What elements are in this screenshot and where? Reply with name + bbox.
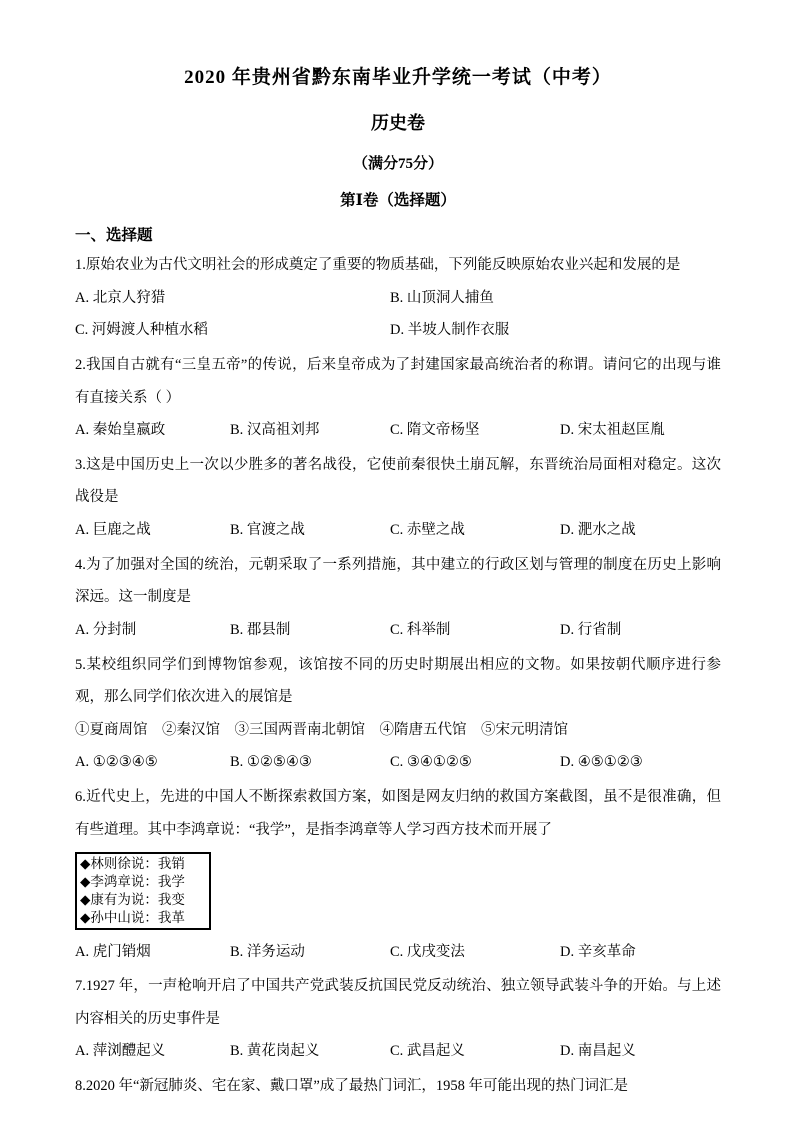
question-7	[75, 970, 721, 1068]
question-2-option-c: C. 隋文帝杨坚	[390, 422, 480, 439]
exam-title: 2020 年贵州省黔东南毕业升学统一考试（中考）	[184, 67, 612, 88]
section-heading: 一、选择题	[75, 227, 153, 244]
question-7-option-c: C. 武昌起义	[390, 1043, 465, 1060]
question-3-stem: 3.这是中国历史上一次以少胜多的著名战役，它使前秦很快土崩瓦解，东晋统治局面相对稳定。这次战役是	[75, 456, 721, 506]
question-7-option-a: A. 萍浏醴起义	[75, 1043, 166, 1060]
question-5-option-a: A. ①②③④⑤	[75, 754, 158, 771]
question-5-option-d: D. ④⑤①②③	[560, 754, 643, 771]
question-4-options	[75, 614, 721, 647]
question-3-options	[75, 514, 721, 547]
question-1-option-b: B. 山顶洞人捕鱼	[390, 289, 494, 306]
question-3-option-d: D. 淝水之战	[560, 522, 636, 538]
question-2-option-a: A. 秦始皇嬴政	[75, 422, 166, 439]
question-6-stem: 6.近代史上，先进的中国人不断探索救国方案，如图是网友归纳的救国方案截图，虽不是很准确，但有些道理。其中李鸿章说：“我学”，是指李鸿章等人学习西方技术而开展了	[75, 789, 721, 838]
question-2-option-b: B. 汉高祖刘邦	[230, 422, 320, 439]
question-8	[75, 1070, 721, 1103]
question-6-quote-box-image	[75, 852, 211, 929]
question-6-option-c: C. 戊戌变法	[390, 943, 465, 960]
question-3	[75, 449, 721, 547]
question-4	[75, 549, 721, 647]
question-6	[75, 781, 721, 968]
question-6-option-a: A. 虎门销烟	[75, 943, 151, 960]
quote-box-line-1: ◆林则徐说：我销	[80, 856, 185, 872]
question-7-stem: 7.1927 年，一声枪响开启了中国共产党武装反抗国民党反动统治、独立领导武装斗争的开始。与上述内容相关的历史事件是	[75, 978, 721, 1027]
question-5-option-c: C. ③④①②⑤	[390, 754, 472, 771]
question-1-option-c: C. 河姆渡人种植水稻	[75, 322, 208, 339]
question-1-option-a: A. 北京人狩猎	[75, 289, 166, 306]
question-3-option-b: B. 官渡之战	[230, 522, 305, 538]
question-5-item-list: ①夏商周馆 ②秦汉馆 ③三国两晋南北朝馆 ④隋唐五代馆 ⑤宋元明清馆	[75, 721, 568, 738]
question-1	[75, 249, 721, 347]
question-7-options	[75, 1035, 721, 1068]
question-7-option-b: B. 黄花岗起义	[230, 1043, 320, 1060]
score-note: （满分75分）	[352, 156, 443, 172]
question-1-options	[75, 282, 721, 347]
question-7-option-d: D. 南昌起义	[560, 1043, 636, 1060]
question-4-option-b: B. 郡县制	[230, 621, 291, 638]
question-5-options	[75, 746, 721, 779]
question-3-option-a: A. 巨鹿之战	[75, 522, 151, 538]
question-3-option-c: C. 赤壁之战	[390, 522, 465, 538]
question-4-option-a: A. 分封制	[75, 621, 137, 638]
question-5-stem: 5.某校组织同学们到博物馆参观，该馆按不同的历史时期展出相应的文物。如果按朝代顺序进行参观，那么同学们依次进入的展馆是	[75, 656, 721, 706]
question-4-stem: 4.为了加强对全国的统治，元朝采取了一系列措施，其中建立的行政区划与管理的制度在历史上影响深远。这一制度是	[75, 556, 721, 606]
question-5-option-b: B. ①②⑤④③	[230, 754, 312, 771]
question-4-option-c: C. 科举制	[390, 621, 451, 638]
question-1-stem: 1.原始农业为古代文明社会的形成奠定了重要的物质基础，下列能反映原始农业兴起和发展的是	[75, 257, 681, 273]
question-2-option-d: D. 宋太祖赵匡胤	[560, 422, 665, 439]
quote-box-line-3: ◆康有为说：我变	[80, 891, 185, 907]
question-6-option-b: B. 洋务运动	[230, 943, 305, 960]
question-5	[75, 649, 721, 780]
question-6-option-d: D. 辛亥革命	[560, 943, 636, 960]
question-8-stem: 8.2020 年“新冠肺炎、宅在家、戴口罩”成了最热门词汇，1958 年可能出现的热门词汇是	[75, 1078, 628, 1094]
volume-heading: 第Ⅰ卷（选择题）	[340, 192, 456, 209]
quote-box-line-2: ◆李鸿章说：我学	[80, 874, 185, 890]
question-2	[75, 349, 721, 447]
exam-subject: 历史卷	[371, 113, 425, 133]
question-4-option-d: D. 行省制	[560, 621, 622, 638]
question-2-options	[75, 414, 721, 447]
quote-box-line-4: ◆孙中山说：我革	[80, 909, 185, 925]
question-1-option-d: D. 半坡人制作衣服	[390, 322, 510, 339]
question-2-stem: 2.我国自古就有“三皇五帝”的传说，后来皇帝成为了封建国家最高统治者的称谓。请问它的出现与谁有直接关系（ ）	[75, 356, 721, 406]
question-6-options	[75, 936, 721, 969]
